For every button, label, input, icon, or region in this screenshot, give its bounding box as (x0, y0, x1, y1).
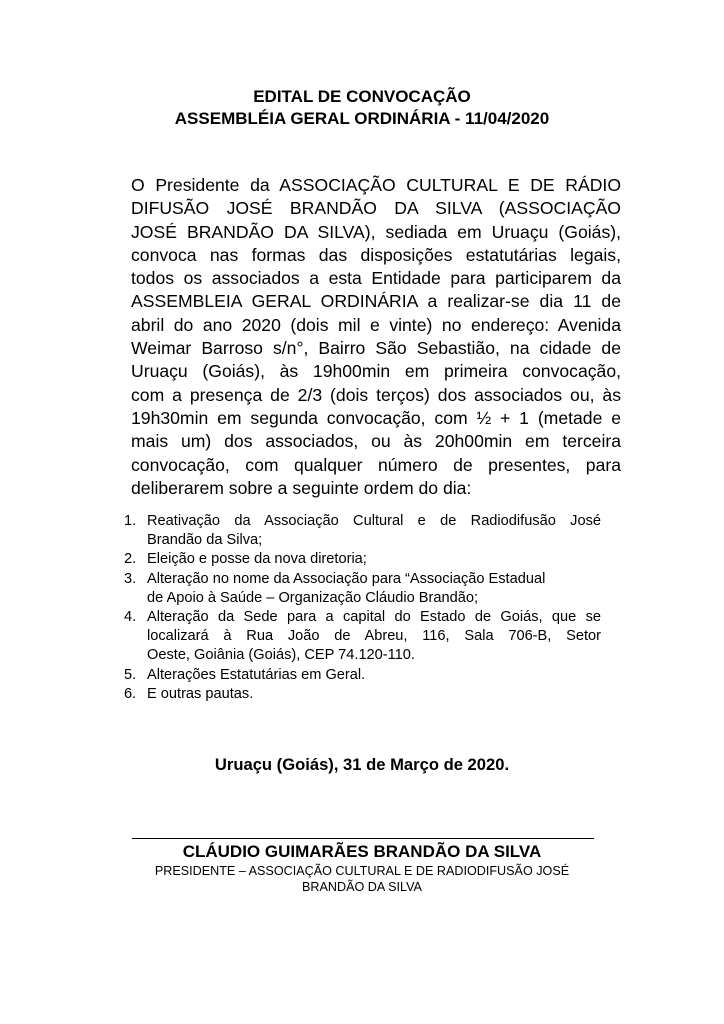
paragraph-line: mais um) dos associados, ou às 20h00min em terceira (131, 431, 621, 452)
agenda-item (124, 512, 624, 550)
paragraph-line: convocação, com qualquer número de presentes, para (131, 454, 621, 475)
agenda-item-line: de Apoio à Saúde – Organização Cláudio Brandão; (147, 589, 479, 606)
agenda-item (124, 570, 624, 608)
paragraph-line: Weimar Barroso s/n°, Bairro São Sebastião, na cidade de (131, 338, 621, 359)
signatory-role-line: PRESIDENTE – ASSOCIAÇÃO CULTURAL E DE RADIODIFUSÃO JOSÉ (154, 864, 570, 878)
agenda-item-line: localizará à Rua João de Abreu, 116, Sala 706-B, Setor (147, 628, 601, 645)
agenda-item-number: 4. (124, 609, 137, 626)
paragraph-line: abril do ano 2020 (dois mil e vinte) no endereço: Avenida (131, 314, 621, 335)
agenda-item-number: 1. (124, 513, 137, 529)
document-subtitle: ASSEMBLÉIA GERAL ORDINÁRIA - 11/04/2020 (174, 109, 550, 128)
paragraph-line: 19h30min em segunda convocação, com ½ + 1 (metade e (131, 407, 621, 428)
agenda-item (124, 685, 624, 704)
signature-line (132, 838, 594, 839)
paragraph-line: ASSEMBLEIA GERAL ORDINÁRIA a realizar-se dia 11 de (131, 291, 621, 312)
agenda-item-line: Alteração no nome da Associação para “Associação Estadual (147, 570, 546, 587)
agenda-item-line: Oeste, Goiânia (Goiás), CEP 74.120-110. (147, 647, 415, 664)
agenda-item-line: Reativação da Associação Cultural e de Radiodifusão José (147, 513, 601, 529)
paragraph-line: Uruaçu (Goiás), às 19h00min em primeira convocação, (131, 361, 621, 382)
document-title: EDITAL DE CONVOCAÇÃO (253, 87, 471, 106)
agenda-item-text (147, 685, 624, 704)
agenda-item-text (147, 570, 624, 608)
signatory-role (0, 863, 724, 895)
agenda-item-text (147, 512, 624, 550)
agenda-item (124, 608, 624, 666)
paragraph-line: JOSÉ BRANDÃO DA SILVA), sediada em Uruaçu (Goiás), (131, 221, 621, 242)
agenda-list (124, 512, 624, 704)
agenda-item-text (147, 608, 624, 666)
agenda-item-line: Eleição e posse da nova diretoria; (147, 551, 367, 568)
agenda-item-number: 3. (124, 570, 137, 587)
agenda-item-line: Alterações Estatutárias em Geral. (147, 666, 366, 683)
paragraph-line: convoca nas formas das disposições estatutárias legais, (131, 244, 621, 265)
convocation-paragraph (131, 174, 621, 500)
agenda-item-number: 2. (124, 551, 137, 568)
agenda-item-line: E outras pautas. (147, 685, 254, 702)
agenda-item (124, 666, 624, 685)
place-and-date: Uruaçu (Goiás), 31 de Março de 2020. (214, 755, 510, 774)
paragraph-line: todos os associados a esta Entidade para participarem da (131, 268, 621, 289)
agenda-item-line: Brandão da Silva; (147, 532, 263, 549)
paragraph-line: DIFUSÃO JOSÉ BRANDÃO DA SILVA (ASSOCIAÇÃO (131, 198, 621, 219)
agenda-item-number: 6. (124, 685, 137, 702)
paragraph-line: deliberarem sobre a seguinte ordem do dia: (131, 477, 472, 498)
signatory-name: CLÁUDIO GUIMARÃES BRANDÃO DA SILVA (182, 842, 542, 861)
agenda-item (124, 550, 624, 569)
agenda-item-text (147, 550, 624, 569)
agenda-item-number: 5. (124, 666, 137, 683)
signatory-role-line: BRANDÃO DA SILVA (302, 880, 422, 894)
paragraph-line: O Presidente da ASSOCIAÇÃO CULTURAL E DE RÁDIO (131, 175, 621, 195)
paragraph-line: com a presença de 2/3 (dois terços) dos associados ou, às (131, 384, 621, 405)
agenda-item-line: Alteração da Sede para a capital do Estado de Goiás, que se (147, 609, 601, 626)
agenda-item-text (147, 666, 624, 685)
